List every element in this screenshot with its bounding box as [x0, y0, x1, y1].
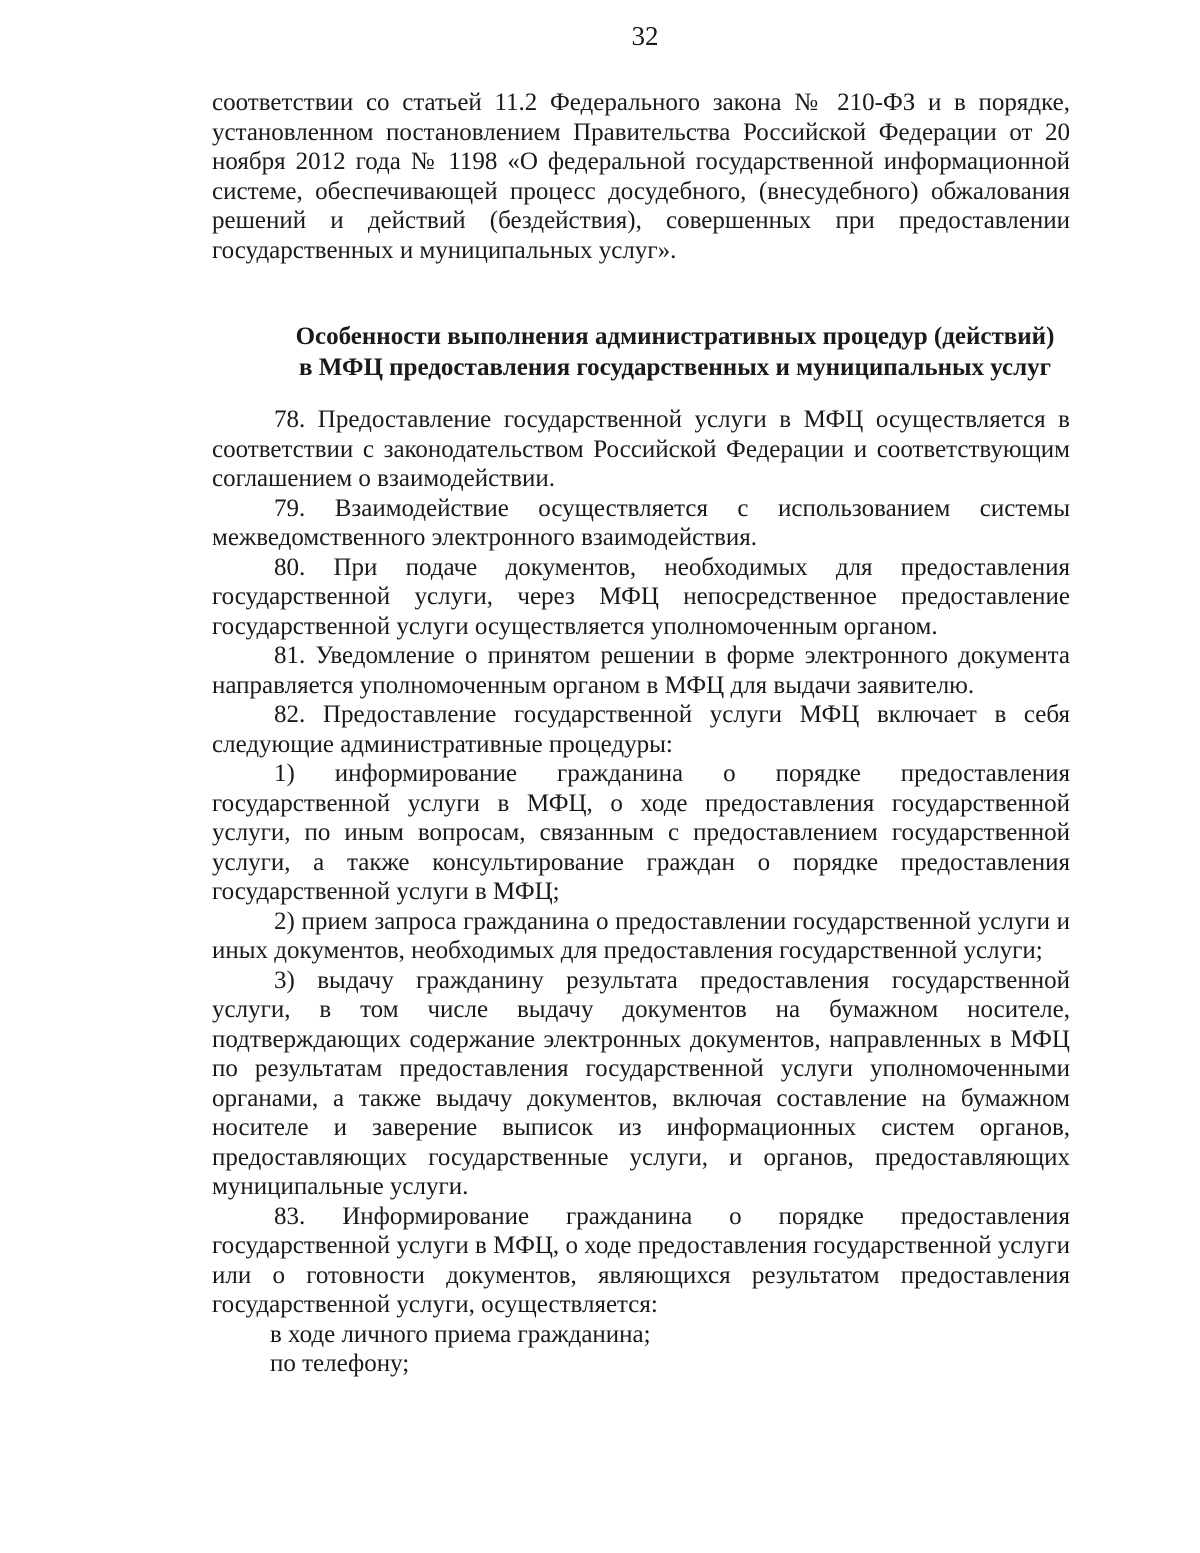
paragraph-82: 82. Предоставление государственной услуги МФЦ включает в себя следующие административные процедуры: — [212, 701, 1070, 758]
list-line-personal: в ходе личного приема гражданина; — [270, 1320, 651, 1348]
paragraph-80: 80. При подаче документов, необходимых для предоставления государственной услуги, через МФЦ непосредственное предоставление государственной услуги осуществляется уполномоченным органом. — [212, 553, 1070, 640]
paragraph-79: 79. Взаимодействие осуществляется с использованием системы межведомственного электронного взаимодействия. — [212, 494, 1070, 551]
list-item-2: 2) прием запроса гражданина о предоставлении государственной услуги и иных документов, необходимых для предоставления государственной услуги; — [212, 907, 1070, 964]
paragraph-83: 83. Информирование гражданина о порядке предоставления государственной услуги в МФЦ, о ходе предоставления государственной услуги или о готовности документов, являющихся результатом предоставления государственной услуги, осуществляется: — [212, 1202, 1070, 1318]
list-line-phone: по телефону; — [270, 1350, 410, 1377]
section-heading-line-1: Особенности выполнения административных процедур (действий) — [295, 323, 1055, 350]
intro-paragraph: соответствии со статьей 11.2 Федерального закона № 210-ФЗ и в порядке, установленном постановлением Правительства Российской Федерации от 20 ноября 2012 года № 1198 «О федеральной государственной информационной системе, обеспечивающей процесс досудебного, (внесудебного) обжалования решений и действий (бездействия), совершенных при предоставлении государственных и муниципальных услуг». — [212, 89, 1070, 264]
paragraph-81: 81. Уведомление о принятом решении в форме электронного документа направляется уполномоченным органом в МФЦ для выдачи заявителю. — [212, 642, 1070, 699]
page-number: 32 — [631, 21, 659, 51]
list-item-1: 1) информирование гражданина о порядке предоставления государственной услуги в МФЦ, о ходе предоставления государственной услуги, по иным вопросам, связанным с предоставлением государственной услуги, а также консультирование граждан о порядке предоставления государственной услуги в МФЦ; — [212, 760, 1070, 905]
list-item-3: 3) выдачу гражданину результата предоставления государственной услуги, в том числе выдачу документов на бумажном носителе, подтверждающих содержание электронных документов, направленных в МФЦ по результатам предоставления государственной услуги уполномоченными органами, а также выдачу документов, включая составление на бумажном носителе и заверение выписок из информационных систем органов, предоставляющих государственные услуги, и органов, предоставляющих муниципальные услуги. — [212, 966, 1070, 1200]
section-heading-line-2: в МФЦ предоставления государственных и муниципальных услуг — [298, 354, 1052, 381]
document-body — [212, 88, 1070, 1379]
section-heading — [280, 321, 1070, 383]
paragraph-78: 78. Предоставление государственной услуги в МФЦ осуществляется в соответствии с законодательством Российской Федерации и соответствующим соглашением о взаимодействии. — [212, 406, 1070, 492]
